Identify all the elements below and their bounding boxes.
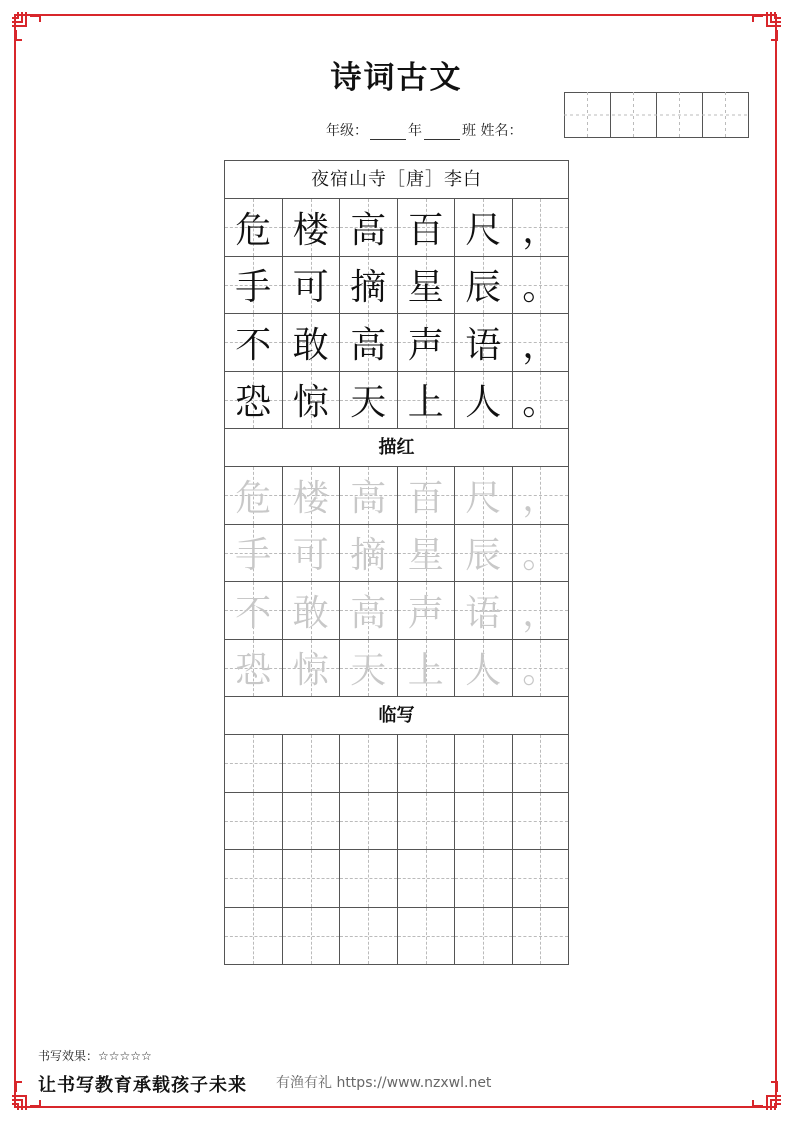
- trace-cell: [339, 524, 397, 582]
- trace-character: 恐: [235, 650, 272, 692]
- copy-cell[interactable]: [397, 849, 455, 907]
- poem-character: ，: [522, 209, 559, 251]
- poem-grid: [224, 198, 569, 428]
- poem-cell: [454, 198, 512, 256]
- trace-cell: [339, 581, 397, 639]
- trace-cell: [454, 639, 512, 697]
- trace-character: 手: [235, 535, 272, 577]
- trace-cell: [224, 524, 282, 582]
- trace-character: 尺: [465, 477, 502, 519]
- trace-cell: [512, 581, 570, 639]
- poem-cell: [512, 198, 570, 256]
- poem-character: 。: [522, 382, 559, 424]
- writing-effect: [38, 1047, 152, 1064]
- poem-cell: [339, 256, 397, 314]
- poem-cell: [224, 313, 282, 371]
- trace-character: 天: [350, 650, 387, 692]
- poem-cell: [454, 313, 512, 371]
- poem-character: 危: [235, 209, 272, 251]
- student-info-line: [326, 120, 522, 140]
- trace-cell: [224, 639, 282, 697]
- trace-row: [224, 524, 569, 582]
- trace-character: 百: [407, 477, 444, 519]
- year-unit: 年: [408, 123, 422, 139]
- trace-character: 语: [465, 592, 502, 634]
- trace-character: 。: [522, 650, 559, 692]
- class-blank[interactable]: [424, 125, 460, 140]
- trace-character: 声: [407, 592, 444, 634]
- copy-heading: 临写: [224, 696, 569, 734]
- trace-cell: [224, 466, 282, 524]
- poem-character: 惊: [292, 382, 329, 424]
- trace-character: ，: [522, 477, 559, 519]
- trace-character: 不: [235, 592, 272, 634]
- poem-cell: [282, 198, 340, 256]
- trace-character: 摘: [350, 535, 387, 577]
- corner-ornament-top-right: [749, 10, 783, 44]
- poem-character: 人: [465, 382, 502, 424]
- copy-row: [224, 849, 569, 907]
- poem-character: 手: [235, 267, 272, 309]
- poem-character: 百: [407, 209, 444, 251]
- poem-row: [224, 313, 569, 371]
- name-label: 姓名：: [480, 123, 523, 139]
- trace-cell: [339, 466, 397, 524]
- trace-cell: [454, 581, 512, 639]
- trace-cell: [454, 524, 512, 582]
- trace-character: 人: [465, 650, 502, 692]
- trace-cell: [397, 639, 455, 697]
- poem-cell: [512, 313, 570, 371]
- copy-cell[interactable]: [282, 792, 340, 850]
- poem-cell: [454, 256, 512, 314]
- copy-cell[interactable]: [512, 907, 570, 965]
- effect-label: 书写效果：: [38, 1049, 99, 1063]
- trace-cell: [512, 466, 570, 524]
- copy-cell[interactable]: [454, 734, 512, 792]
- poem-character: 天: [350, 382, 387, 424]
- trace-cell: [282, 524, 340, 582]
- copy-row: [224, 792, 569, 850]
- poem-character: 可: [292, 267, 329, 309]
- copy-cell[interactable]: [339, 792, 397, 850]
- poem-character: 。: [522, 267, 559, 309]
- trace-heading: 描红: [224, 428, 569, 466]
- corner-ornament-top-left: [10, 10, 44, 44]
- copy-cell[interactable]: [224, 734, 282, 792]
- poem-character: 上: [407, 382, 444, 424]
- copy-cell[interactable]: [282, 734, 340, 792]
- copy-cell[interactable]: [339, 907, 397, 965]
- poem-row: [224, 256, 569, 314]
- poem-cell: [224, 198, 282, 256]
- trace-character: 危: [235, 477, 272, 519]
- page-title: 诗词古文: [330, 60, 463, 96]
- poem-cell: [397, 313, 455, 371]
- poem-cell: [339, 371, 397, 429]
- trace-cell: [397, 466, 455, 524]
- copy-cell[interactable]: [339, 849, 397, 907]
- copy-cell[interactable]: [397, 734, 455, 792]
- poem-cell: [339, 313, 397, 371]
- copy-cell[interactable]: [454, 849, 512, 907]
- trace-grid: [224, 466, 569, 696]
- poem-character: 高: [350, 209, 387, 251]
- trace-cell: [512, 639, 570, 697]
- poem-character: 高: [350, 324, 387, 366]
- poem-character: 不: [235, 324, 272, 366]
- copy-row: [224, 734, 569, 792]
- trace-character: 辰: [465, 535, 502, 577]
- slogan: 让书写教育承载孩子未来: [38, 1075, 247, 1096]
- poem-character: ，: [522, 324, 559, 366]
- copy-cell[interactable]: [512, 792, 570, 850]
- poem-cell: [397, 198, 455, 256]
- trace-cell: [282, 581, 340, 639]
- name-writing-grid[interactable]: [564, 92, 750, 138]
- poem-character: 敢: [292, 324, 329, 366]
- trace-cell: [339, 639, 397, 697]
- poem-cell: [282, 371, 340, 429]
- trace-row: [224, 639, 569, 697]
- poem-character: 摘: [350, 267, 387, 309]
- copy-cell[interactable]: [397, 907, 455, 965]
- poem-cell: [282, 313, 340, 371]
- trace-character: ，: [522, 592, 559, 634]
- poem-character: 星: [407, 267, 444, 309]
- copy-grid[interactable]: [224, 734, 569, 964]
- poem-cell: [224, 371, 282, 429]
- copy-row: [224, 907, 569, 965]
- rating-stars[interactable]: ☆☆☆☆☆: [98, 1049, 152, 1063]
- trace-character: 星: [407, 535, 444, 577]
- poem-character: 辰: [465, 267, 502, 309]
- copy-cell[interactable]: [512, 849, 570, 907]
- poem-cell: [282, 256, 340, 314]
- class-unit: 班: [462, 123, 476, 139]
- copy-cell[interactable]: [512, 734, 570, 792]
- copy-cell[interactable]: [397, 792, 455, 850]
- poem-row: [224, 371, 569, 429]
- trace-character: 楼: [292, 477, 329, 519]
- poem-cell: [512, 256, 570, 314]
- copy-cell[interactable]: [282, 907, 340, 965]
- trace-character: 。: [522, 535, 559, 577]
- poem-character: 尺: [465, 209, 502, 251]
- poem-character: 声: [407, 324, 444, 366]
- trace-character: 高: [350, 477, 387, 519]
- trace-cell: [282, 639, 340, 697]
- copy-cell[interactable]: [454, 792, 512, 850]
- poem-cell: [454, 371, 512, 429]
- grade-blank[interactable]: [370, 125, 406, 140]
- copy-cell[interactable]: [282, 849, 340, 907]
- trace-cell: [397, 581, 455, 639]
- practice-sheet: [224, 160, 569, 965]
- trace-cell: [282, 466, 340, 524]
- watermark: 有渔有礼 https://www.nzxwl.net: [276, 1075, 492, 1091]
- trace-character: 敢: [292, 592, 329, 634]
- trace-character: 可: [292, 535, 329, 577]
- copy-cell[interactable]: [454, 907, 512, 965]
- poem-heading: 夜宿山寺［唐］李白: [224, 160, 569, 198]
- trace-row: [224, 466, 569, 524]
- poem-character: 楼: [292, 209, 329, 251]
- poem-character: 语: [465, 324, 502, 366]
- poem-cell: [339, 198, 397, 256]
- trace-character: 高: [350, 592, 387, 634]
- poem-character: 恐: [235, 382, 272, 424]
- poem-cell: [397, 371, 455, 429]
- trace-cell: [397, 524, 455, 582]
- trace-cell: [512, 524, 570, 582]
- trace-character: 上: [407, 650, 444, 692]
- copy-cell[interactable]: [339, 734, 397, 792]
- trace-row: [224, 581, 569, 639]
- copy-cell[interactable]: [224, 792, 282, 850]
- trace-cell: [454, 466, 512, 524]
- poem-cell: [397, 256, 455, 314]
- trace-cell: [224, 581, 282, 639]
- copy-cell[interactable]: [224, 849, 282, 907]
- poem-cell: [224, 256, 282, 314]
- grade-label: 年级：: [326, 123, 368, 139]
- corner-ornament-bottom-right: [749, 1078, 783, 1112]
- poem-row: [224, 198, 569, 256]
- poem-cell: [512, 371, 570, 429]
- copy-cell[interactable]: [224, 907, 282, 965]
- trace-character: 惊: [292, 650, 329, 692]
